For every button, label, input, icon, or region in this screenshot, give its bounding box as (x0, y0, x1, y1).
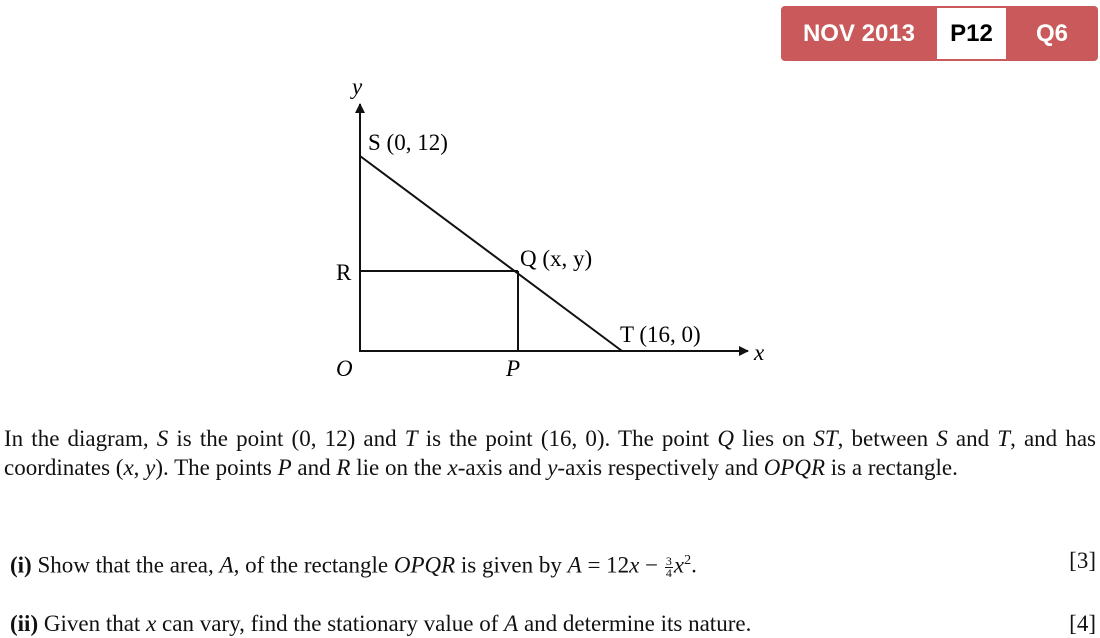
exam-session-label: NOV 2013 (781, 6, 937, 61)
point-q-label: Q (x, y) (520, 246, 593, 271)
point-s-label: S (0, 12) (368, 130, 448, 155)
origin-label: O (336, 356, 353, 381)
part-ii-number: (ii) (10, 611, 39, 636)
fraction-three-quarters: $\frac{3}{4}$ (665, 553, 672, 580)
question-number-label: Q6 (1006, 6, 1098, 61)
question-part-i: (i) Show that the area, A, of the rectangle OPQR is given by A = 12x − $\frac{3}{4}$ $x^2$. [3] (10, 548, 1096, 580)
y-axis-label: y (352, 74, 363, 99)
problem-statement: In the diagram, S is the point (0, 12) and T is the point (16, 0). The point Q lies on ST, between S and T, and has coordinates (x, y). The points P and R lie on the x-axis and y-axis respectively and OPQR is a rectangle. (4, 426, 1096, 480)
paper-number-label: P12 (937, 6, 1006, 61)
part-ii-marks: [4] (1069, 611, 1096, 636)
question-part-ii: (ii) Given that x can vary, find the stationary value of A and determine its nature. [4] (10, 611, 1096, 636)
part-i-marks: [3] (1069, 548, 1096, 573)
point-t-label: T (16, 0) (620, 322, 701, 347)
point-r-label: R (336, 260, 352, 285)
point-p-label: P (506, 356, 521, 381)
x-axis-label: x (754, 340, 765, 365)
part-i-number: (i) (10, 552, 32, 578)
